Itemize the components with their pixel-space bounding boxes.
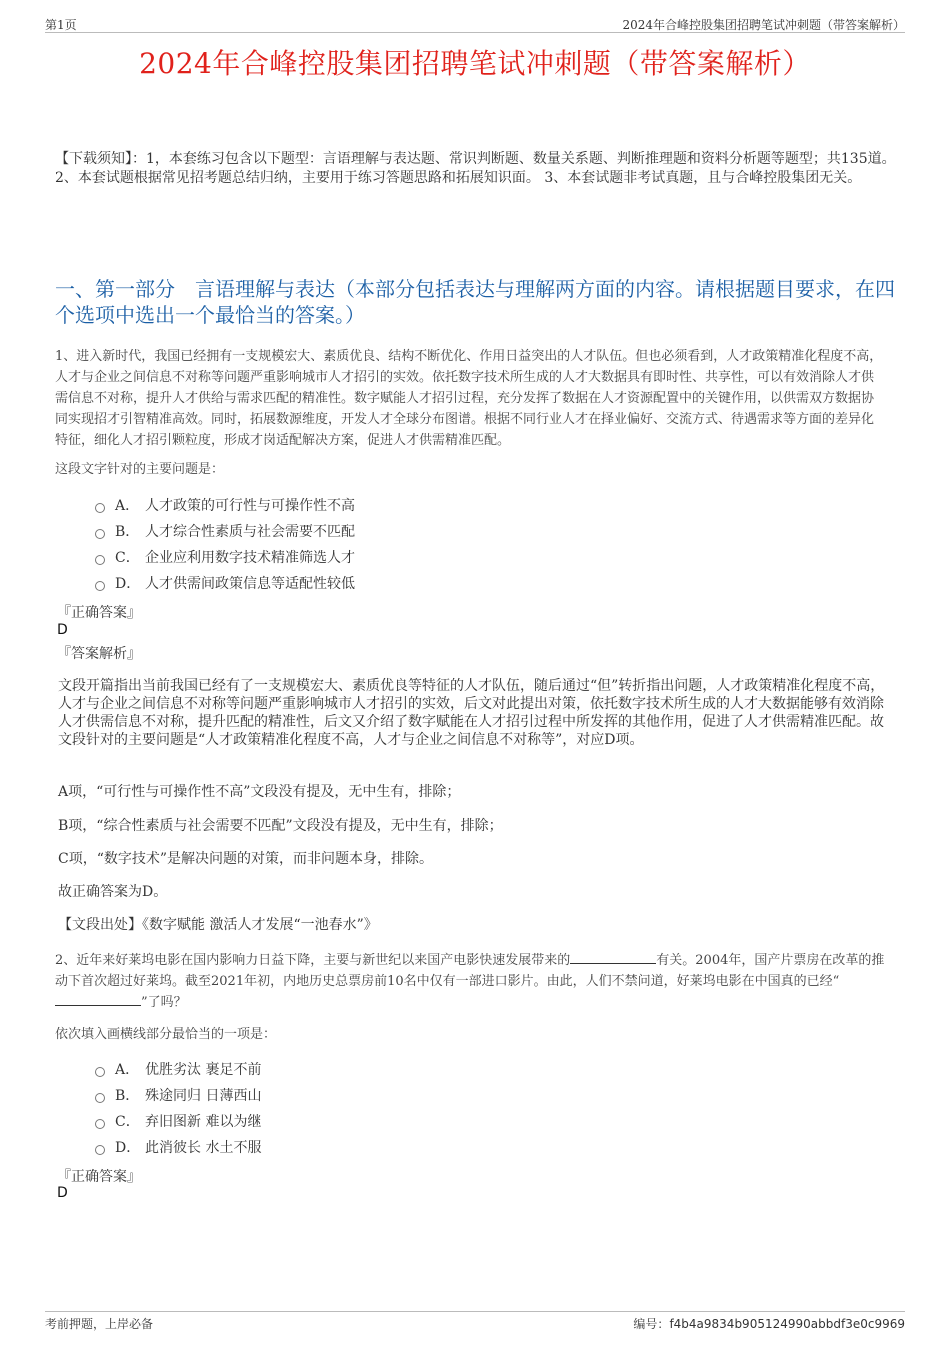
question-1-explain-b: B项，“综合性素质与社会需要不匹配”文段没有提及，无中生有，排除； bbox=[58, 818, 503, 834]
radio-circle-icon[interactable] bbox=[95, 1119, 105, 1129]
question-2-option-c[interactable] bbox=[95, 1109, 261, 1135]
document-title: 2024年合峰控股集团招聘笔试冲刺题（带答案解析） bbox=[139, 47, 811, 80]
question-1-prompt: 这段文字针对的主要问题是： bbox=[55, 462, 225, 477]
radio-circle-icon[interactable] bbox=[95, 1093, 105, 1103]
option-letter: A． bbox=[115, 1062, 140, 1078]
question-1-explain-c: C项，“数字技术”是解决问题的对策，而非问题本身，排除。 bbox=[58, 851, 434, 867]
question-1-conclusion: 故正确答案为D。 bbox=[58, 884, 168, 900]
question-2-option-a[interactable] bbox=[95, 1057, 261, 1083]
option-letter: C． bbox=[115, 1114, 140, 1130]
question-1-option-c[interactable] bbox=[95, 545, 355, 571]
question-2-text bbox=[55, 950, 885, 1013]
question-2-option-b[interactable] bbox=[95, 1083, 261, 1109]
option-text: 此消彼长 水土不服 bbox=[145, 1140, 262, 1156]
radio-circle-icon[interactable] bbox=[95, 503, 105, 513]
question-2-options bbox=[95, 1057, 261, 1161]
footer-slogan: 考前押题，上岸必备 bbox=[45, 1317, 154, 1331]
page-header bbox=[45, 14, 905, 33]
question-1-analysis-label: 『答案解析』 bbox=[57, 646, 141, 662]
question-2-option-d[interactable] bbox=[95, 1135, 261, 1161]
question-1-explain-a: A项，“可行性与可操作性不高”文段没有提及，无中生有，排除； bbox=[58, 784, 461, 800]
page-number: 第1页 bbox=[45, 18, 77, 32]
option-letter: C． bbox=[115, 550, 140, 566]
question-2-prompt: 依次填入画横线部分最恰当的一项是： bbox=[55, 1027, 277, 1042]
header-doc-title: 2024年合峰控股集团招聘笔试冲刺题（带答案解析） bbox=[622, 18, 905, 32]
radio-circle-icon[interactable] bbox=[95, 1145, 105, 1155]
question-1-options bbox=[95, 493, 355, 597]
option-text: 企业应利用数字技术精准筛选人才 bbox=[145, 550, 355, 566]
option-letter: D． bbox=[115, 576, 141, 592]
radio-circle-icon[interactable] bbox=[95, 581, 105, 591]
option-letter: A． bbox=[115, 498, 140, 514]
option-letter: B． bbox=[115, 524, 140, 540]
option-text: 弃旧图新 难以为继 bbox=[145, 1114, 262, 1130]
question-1-answer: D bbox=[57, 622, 68, 638]
section-title: 一、第一部分 言语理解与表达（本部分包括表达与理解两方面的内容。请根据题目要求，在四个选项中选出一个最恰当的答案。） bbox=[55, 277, 895, 327]
fill-blank-2 bbox=[55, 993, 141, 1006]
footer-document-code bbox=[633, 1315, 905, 1332]
option-text: 殊途同归 日薄西山 bbox=[145, 1088, 262, 1104]
option-text: 人才政策的可行性与可操作性不高 bbox=[145, 498, 355, 514]
question-2-answer: D bbox=[57, 1185, 68, 1201]
radio-circle-icon[interactable] bbox=[95, 1067, 105, 1077]
radio-circle-icon[interactable] bbox=[95, 555, 105, 565]
question-1-analysis: 文段开篇指出当前我国已经有了一支规模宏大、素质优良等特征的人才队伍，随后通过“但”转折指出问题，人才政策精准化程度不高，人才与企业之间信息不对称等问题严重影响城市人才招引的实效，后文对此提出对策，依托数字技术所生成的人才大数据能够有效消除人才供需信息不对称，提升匹配的精准性，后文又介绍了数字赋能在人才招引过程中所发挥的其他作用，促进了人才供需精准匹配。故文段针对的主要问题是“人才政策精准化程度不高，人才与企业之间信息不对称等”，对应D项。 bbox=[58, 678, 885, 748]
fill-blank-1 bbox=[570, 951, 656, 964]
question-1-option-a[interactable] bbox=[95, 493, 355, 519]
question-1-source: 【文段出处】《数字赋能 激活人才发展“一池春水”》 bbox=[58, 917, 378, 933]
question-2-answer-label: 『正确答案』 bbox=[57, 1169, 141, 1185]
option-letter: D． bbox=[115, 1140, 141, 1156]
option-text: 人才供需间政策信息等适配性较低 bbox=[145, 576, 355, 592]
question-2-text-part2: 有关。2004年，国产片票房在改革的推动下首次超过好莱坞。截至2021年初，内地历史总票房前10名中仅有一部进口影片。由此，人们不禁问道，好莱坞电影在中国真的已经“ bbox=[55, 953, 885, 989]
question-1-option-d[interactable] bbox=[95, 571, 355, 597]
code-label: 编号： bbox=[633, 1317, 670, 1331]
question-1-option-b[interactable] bbox=[95, 519, 355, 545]
question-1-answer-label: 『正确答案』 bbox=[57, 605, 141, 621]
option-text: 人才综合性素质与社会需要不匹配 bbox=[145, 524, 355, 540]
page-footer bbox=[45, 1311, 905, 1331]
option-text: 优胜劣汰 裹足不前 bbox=[145, 1062, 262, 1078]
question-2-text-part1: 2、近年来好莱坞电影在国内影响力日益下降，主要与新世纪以来国产电影快速发展带来的 bbox=[55, 953, 571, 968]
option-letter: B． bbox=[115, 1088, 140, 1104]
download-notice: 【下载须知】：1，本套练习包含以下题型：言语理解与表达题、常识判断题、数量关系题、判断推理题和资料分析题等题型；共135道。 2、本套试题根据常见招考题总结归纳，主要用于练习答题思路和拓展知识面。 3、本套试题非考试真题，且与合峰控股集团无关。 bbox=[55, 151, 896, 186]
question-2-text-part3: ”了吗？ bbox=[141, 995, 187, 1010]
question-1-text: 1、进入新时代，我国已经拥有一支规模宏大、素质优良、结构不断优化、作用日益突出的人才队伍。但也必须看到，人才政策精准化程度不高，人才与企业之间信息不对称等问题严重影响城市人才招引的实效。依托数字技术所生成的人才大数据具有即时性、共享性，可以有效消除人才供需信息不对称，提升人才供给与需求匹配的精准性。数字赋能人才招引过程，充分发挥了数据在人才资源配置中的关键作用，以供需双方数据协同实现招才引智精准高效。同时，拓展数源维度，开发人才全球分布图谱。根据不同行业人才在择业偏好、交流方式、待遇需求等方面的差异化特征，细化人才招引颗粒度，形成才岗适配解决方案，促进人才供需精准匹配。 bbox=[55, 349, 883, 448]
code-value: f4b4a9834b905124990abbdf3e0c9969 bbox=[669, 1317, 905, 1331]
radio-circle-icon[interactable] bbox=[95, 529, 105, 539]
